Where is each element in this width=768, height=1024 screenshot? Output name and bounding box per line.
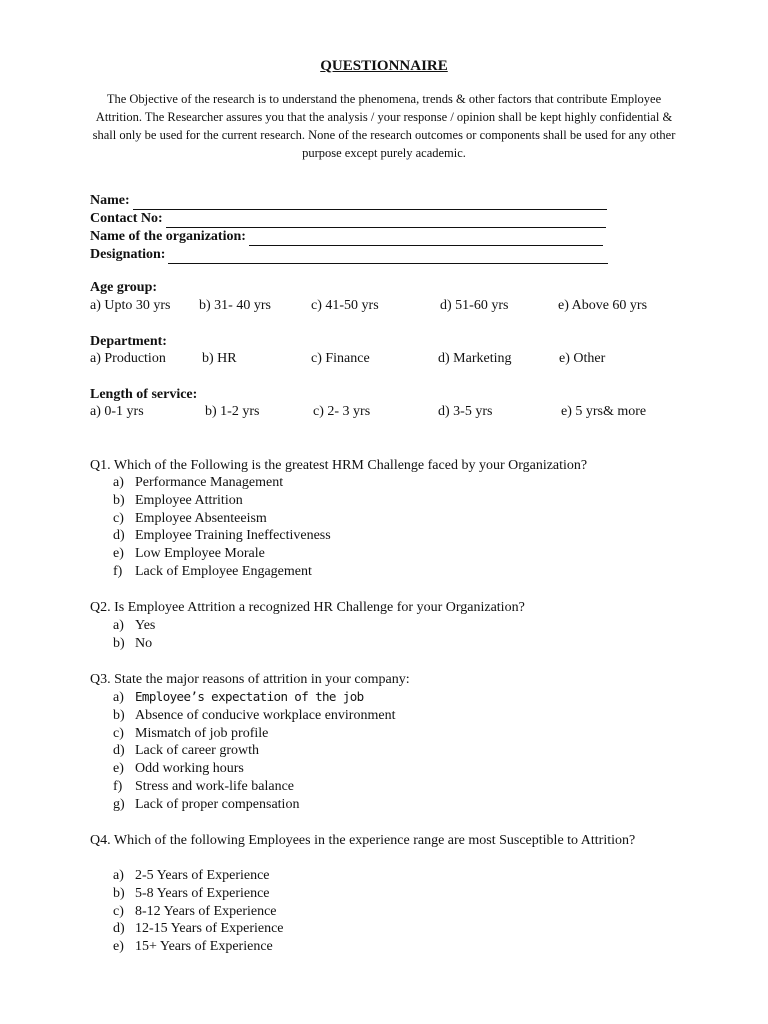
q3-option[interactable] <box>113 725 395 743</box>
q1-option[interactable] <box>113 492 331 510</box>
option-marker: b) <box>113 635 125 651</box>
question-2: Q2. Is Employee Attrition a recognized HR Challenge for your Organization? <box>90 600 525 615</box>
department-option-c[interactable]: c) Finance <box>311 351 370 366</box>
designation-label: Designation: <box>90 247 166 262</box>
option-marker: d) <box>113 743 125 759</box>
option-text: Low Employee Morale <box>135 546 265 562</box>
option-text: Employee Attrition <box>135 492 243 508</box>
option-text: Odd working hours <box>135 761 244 777</box>
contact-label: Contact No: <box>90 211 163 226</box>
option-marker: d) <box>113 921 125 937</box>
option-text: 12-15 Years of Experience <box>135 921 284 937</box>
name-field <box>90 192 607 210</box>
question-4-options <box>113 867 284 956</box>
service-option-a[interactable]: a) 0-1 yrs <box>90 404 144 419</box>
service-option-b[interactable]: b) 1-2 yrs <box>205 404 260 419</box>
q4-option[interactable] <box>113 867 284 885</box>
option-text: Yes <box>135 618 156 633</box>
option-marker: g) <box>113 796 125 812</box>
q2-option[interactable] <box>113 617 155 635</box>
q4-option[interactable] <box>113 938 284 956</box>
q4-option[interactable] <box>113 885 284 903</box>
age-option-c[interactable]: c) 41-50 yrs <box>311 298 379 313</box>
option-marker: f) <box>113 778 123 794</box>
organization-input-line[interactable] <box>249 231 603 246</box>
option-text: No <box>135 635 153 651</box>
q3-option[interactable] <box>113 796 395 814</box>
option-text: Employee Training Ineffectiveness <box>135 528 331 544</box>
option-text: Absence of conducive workplace environment <box>135 707 396 723</box>
option-marker: b) <box>113 707 125 723</box>
option-marker: e) <box>113 546 124 562</box>
q1-option[interactable] <box>113 510 331 528</box>
option-marker: c) <box>113 903 124 919</box>
organization-label: Name of the organization: <box>90 229 246 244</box>
option-text: 2-5 Years of Experience <box>135 868 270 883</box>
option-text: 15+ Years of Experience <box>135 939 273 955</box>
question-1-options <box>113 474 331 581</box>
q3-option[interactable] <box>113 707 395 725</box>
option-marker: c) <box>113 510 124 526</box>
option-text: 8-12 Years of Experience <box>135 903 277 919</box>
option-marker: e) <box>113 939 124 955</box>
option-marker: a) <box>113 868 124 883</box>
department-option-a[interactable]: a) Production <box>90 351 166 366</box>
age-option-a[interactable]: a) Upto 30 yrs <box>90 298 171 313</box>
service-option-d[interactable]: d) 3-5 yrs <box>438 404 493 419</box>
designation-input-line[interactable] <box>168 249 608 264</box>
contact-input-line[interactable] <box>166 213 606 228</box>
intro-paragraph: The Objective of the research is to understand the phenomena, trends & other factors that contribute Employee Attrition. The Researcher assures you that the analysis / your response / opinion shall be kept highly confidential & shall only be used for the current research. None of the research outcomes or components shall be used for any other purpose except purely academic. <box>92 92 676 160</box>
q1-option[interactable] <box>113 563 331 581</box>
name-input-line[interactable] <box>133 195 607 210</box>
q1-option[interactable] <box>113 474 331 492</box>
option-marker: b) <box>113 885 125 901</box>
q4-option[interactable] <box>113 903 284 921</box>
department-option-b[interactable]: b) HR <box>202 351 237 366</box>
option-text: 5-8 Years of Experience <box>135 885 270 901</box>
department-option-e[interactable]: e) Other <box>559 351 606 366</box>
contact-field <box>90 210 606 228</box>
question-3: Q3. State the major reasons of attrition in your company: <box>90 672 410 687</box>
option-text: Stress and work-life balance <box>135 778 294 794</box>
q2-option[interactable] <box>113 635 155 653</box>
option-text: Lack of career growth <box>135 743 259 759</box>
q3-option[interactable] <box>113 688 395 707</box>
age-group-label: Age group: <box>90 280 158 295</box>
q4-option[interactable] <box>113 920 284 938</box>
option-text: Mismatch of job profile <box>135 725 269 741</box>
question-3-options <box>113 688 395 814</box>
service-option-c[interactable]: c) 2- 3 yrs <box>313 404 371 419</box>
age-option-e[interactable]: e) Above 60 yrs <box>558 298 648 313</box>
department-label: Department: <box>90 334 167 349</box>
q3-option[interactable] <box>113 760 395 778</box>
option-marker: a) <box>113 690 124 705</box>
age-option-d[interactable]: d) 51-60 yrs <box>440 298 509 313</box>
designation-field <box>90 246 608 264</box>
question-2-options <box>113 617 155 653</box>
service-label: Length of service: <box>90 387 198 402</box>
option-marker: f) <box>113 563 123 579</box>
option-marker: e) <box>113 761 124 777</box>
q3-option[interactable] <box>113 778 395 796</box>
age-option-b[interactable]: b) 31- 40 yrs <box>199 298 271 313</box>
name-label: Name: <box>90 193 130 208</box>
option-marker: a) <box>113 475 124 490</box>
service-option-e[interactable]: e) 5 yrs& more <box>561 404 647 419</box>
option-text: Performance Management <box>135 475 284 490</box>
option-marker: d) <box>113 528 125 544</box>
organization-field <box>90 228 603 246</box>
option-marker: a) <box>113 618 124 633</box>
page-title: QUESTIONNAIRE <box>320 58 448 74</box>
q3-option[interactable] <box>113 742 395 760</box>
q1-option[interactable] <box>113 527 331 545</box>
option-text: Lack of Employee Engagement <box>135 563 312 579</box>
question-4: Q4. Which of the following Employees in the experience range are most Susceptible to Attrition? <box>90 833 636 848</box>
q1-option[interactable] <box>113 545 331 563</box>
option-text: Employee’s expectation of the job <box>135 689 364 704</box>
question-1: Q1. Which of the Following is the greatest HRM Challenge faced by your Organization? <box>90 458 588 473</box>
option-text: Lack of proper compensation <box>135 796 300 812</box>
option-text: Employee Absenteeism <box>135 510 267 526</box>
department-option-d[interactable]: d) Marketing <box>438 351 512 366</box>
option-marker: b) <box>113 492 125 508</box>
option-marker: c) <box>113 725 124 741</box>
